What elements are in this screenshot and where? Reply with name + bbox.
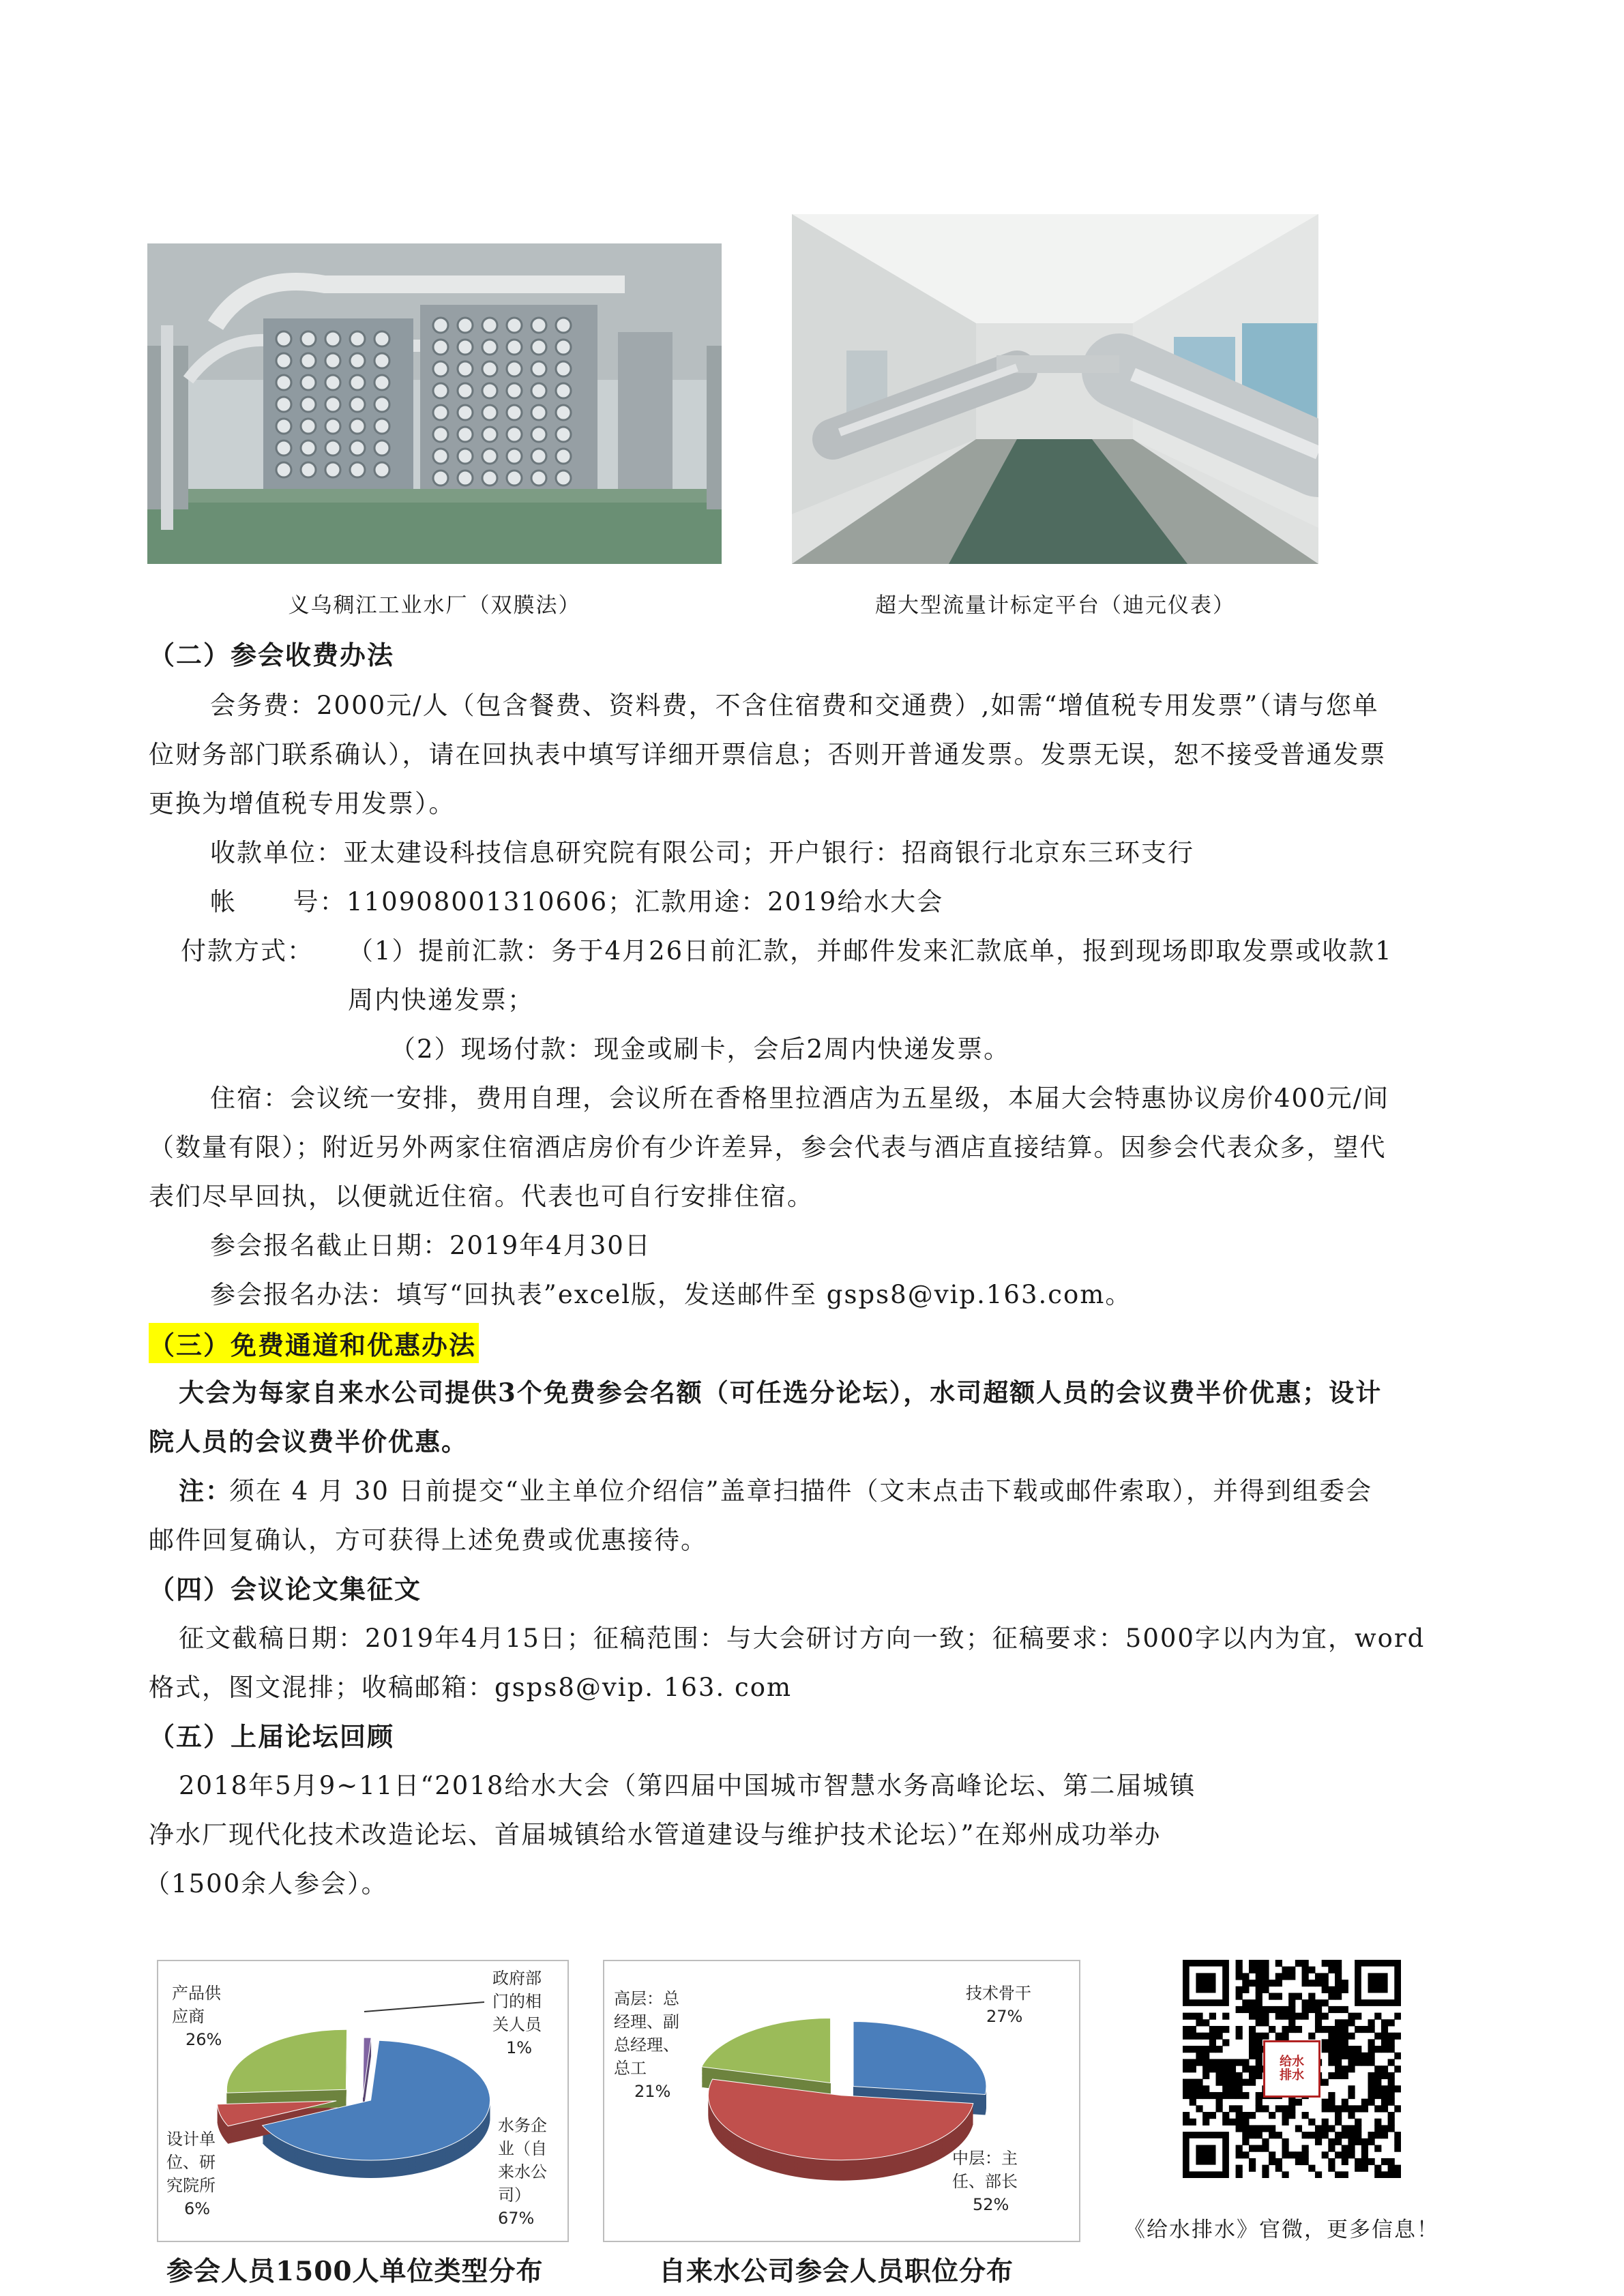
- chart-2-title: 自来水公司参会人员职位分布: [659, 2256, 1014, 2287]
- note-line-2: 邮件回复确认，方可获得上述免费或优惠接待。: [149, 1525, 707, 1555]
- review-line-1: 2018年5月9~11日“2018给水大会（第四届中国城市智慧水务高峰论坛、第二届城镇: [179, 1771, 1196, 1800]
- module-end: [482, 471, 497, 486]
- section-heading-review: （五）上届论坛回顾: [149, 1721, 395, 1752]
- module-end: [556, 318, 571, 333]
- module-end: [507, 361, 522, 376]
- module-end: [531, 471, 546, 486]
- label-supplier: 产品供 应商 26%: [172, 1984, 222, 2049]
- module-end: [482, 318, 497, 333]
- module-end: [276, 419, 291, 434]
- label-middle: 中层：主 任、部长 52%: [952, 2149, 1018, 2214]
- payment-option-1: （1）提前汇款：务于4月26日前汇款，并邮件发来汇款底单，报到现场即取发票或收款1: [348, 936, 1393, 966]
- module-end: [531, 383, 546, 398]
- label-senior: 高层：总 经理、副 总经理、 总工 21%: [614, 1989, 679, 2101]
- module-end: [301, 441, 316, 456]
- module-end: [276, 441, 291, 456]
- note-label: 注：: [179, 1476, 232, 1506]
- fee-line-1: 会务费：2000元/人（包含餐费、资料费，不含住宿费和交通费）,如需“增值税专用发票”（请与您单: [210, 691, 1379, 720]
- module-end: [325, 441, 340, 456]
- module-end: [301, 419, 316, 434]
- module-end: [482, 405, 497, 420]
- payee-line: 收款单位：亚太建设科技信息研究院有限公司；开户银行：招商银行北京东三环支行: [210, 838, 1194, 867]
- module-end: [482, 361, 497, 376]
- module-end: [350, 375, 365, 390]
- module-end: [350, 331, 365, 346]
- label-tech: 技术骨干 27%: [966, 1984, 1031, 2026]
- label-gov: 政府部 门的相 关人员 1%: [492, 1969, 542, 2057]
- module-end: [374, 419, 389, 434]
- module-end: [531, 427, 546, 442]
- module-end: [350, 353, 365, 368]
- module-end: [433, 405, 448, 420]
- photo-water-plant: [147, 243, 722, 564]
- module-end: [556, 383, 571, 398]
- qr-caption: 《给水排水》官微，更多信息！: [1124, 2218, 1439, 2242]
- module-end: [276, 397, 291, 412]
- hotel-line-2: （数量有限）；附近另外两家住宿酒店房价有少许差异，参会代表与酒店直接结算。因参会代表众多，望代: [149, 1133, 1387, 1162]
- module-end: [325, 353, 340, 368]
- module-end: [556, 340, 571, 355]
- module-end: [374, 441, 389, 456]
- hotel-line-3: 表们尽早回执，以便就近住宿。代表也可自行安排住宿。: [149, 1182, 814, 1211]
- module-end: [433, 318, 448, 333]
- payment-label: 付款方式：: [181, 936, 314, 966]
- module-end: [433, 361, 448, 376]
- module-end: [325, 419, 340, 434]
- discount-line-1: 大会为每家自来水公司提供3个免费参会名额（可任选分论坛），水司超额人员的会议费半价优惠；设计: [179, 1377, 1383, 1407]
- hotel-line-1: 住宿：会议统一安排，费用自理，会议所在香格里拉酒店为五星级，本届大会特惠协议房价400元/间: [210, 1084, 1390, 1113]
- module-end: [458, 449, 473, 464]
- module-end: [374, 462, 389, 477]
- payment-option-2: （2）现场付款：现金或刷卡，会后2周内快递发票。: [390, 1034, 1011, 1064]
- module-end: [433, 383, 448, 398]
- papers-line-1: 征文截稿日期：2019年4月15日；征稿范围：与大会研讨方向一致；征稿要求：5000字以内为宜，word: [179, 1624, 1426, 1653]
- account-label: 帐 号：: [210, 887, 346, 916]
- slice-government: [363, 2038, 371, 2098]
- module-end: [350, 419, 365, 434]
- module-end: [556, 427, 571, 442]
- papers-line-2: 格式，图文混排；收稿邮箱：gsps8@vip. 163. com: [149, 1673, 793, 1702]
- membrane-modules: [147, 243, 722, 564]
- module-end: [374, 353, 389, 368]
- account-value: 110908001310606；汇款用途：2019给水大会: [346, 887, 944, 916]
- module-end: [507, 405, 522, 420]
- qr-logo: [1263, 2040, 1320, 2098]
- module-end: [433, 449, 448, 464]
- module-end: [482, 449, 497, 464]
- module-end: [350, 462, 365, 477]
- slice-supplier: [226, 2029, 346, 2093]
- photo-caption-2: 超大型流量计标定平台（迪元仪表）: [875, 593, 1235, 618]
- module-end: [374, 331, 389, 346]
- module-end: [301, 397, 316, 412]
- module-end: [325, 397, 340, 412]
- module-end: [507, 340, 522, 355]
- photo-flowmeter-platform: [792, 214, 1318, 564]
- module-end: [433, 427, 448, 442]
- module-end: [507, 318, 522, 333]
- label-design: 设计单 位、研 究院所 6%: [166, 2130, 216, 2218]
- leader-line-gov: [364, 2002, 484, 2012]
- module-end: [276, 331, 291, 346]
- module-end: [531, 318, 546, 333]
- module-end: [350, 441, 365, 456]
- module-end: [301, 331, 316, 346]
- module-end: [276, 462, 291, 477]
- module-end: [458, 383, 473, 398]
- module-end: [556, 361, 571, 376]
- fee-line-2: 位财务部门联系确认），请在回执表中填写详细开票信息；否则开普通发票。发票无误，恕不接受普通发票: [149, 740, 1387, 769]
- photo-caption-1: 义乌稠江工业水厂（双膜法）: [288, 593, 581, 618]
- module-end: [507, 449, 522, 464]
- qr-logo-text: 给水排水: [1280, 2055, 1304, 2083]
- module-end: [531, 361, 546, 376]
- section-heading-discount: （三）免费通道和优惠办法: [149, 1323, 479, 1363]
- module-end: [482, 427, 497, 442]
- module-end: [458, 318, 473, 333]
- module-end: [507, 471, 522, 486]
- module-end: [301, 462, 316, 477]
- review-line-3: （1500余人参会）。: [145, 1869, 388, 1898]
- discount-line-2: 院人员的会议费半价优惠。: [149, 1427, 468, 1457]
- registration-deadline: 参会报名截止日期：2019年4月30日: [210, 1231, 651, 1260]
- registration-method: 参会报名办法：填写“回执表”excel版，发送邮件至 gsps8@vip.163.com。: [210, 1280, 1132, 1309]
- module-end: [458, 361, 473, 376]
- module-end: [531, 449, 546, 464]
- review-line-2: 净水厂现代化技术改造论坛、首届城镇给水管道建设与维护技术论坛）”在郑州成功举办: [149, 1820, 1162, 1849]
- module-end: [458, 405, 473, 420]
- module-end: [276, 375, 291, 390]
- module-end: [350, 397, 365, 412]
- module-end: [531, 340, 546, 355]
- module-end: [374, 397, 389, 412]
- module-end: [301, 353, 316, 368]
- section-heading-papers: （四）会议论文集征文: [149, 1574, 422, 1605]
- module-end: [458, 471, 473, 486]
- module-end: [458, 427, 473, 442]
- module-end: [507, 427, 522, 442]
- payment-option-1-cont: 周内快递发票；: [348, 985, 534, 1015]
- module-end: [531, 405, 546, 420]
- fee-line-3: 更换为增值税专用发票）。: [149, 789, 456, 818]
- section-heading-fees: （二）参会收费办法: [149, 640, 395, 670]
- module-end: [556, 449, 571, 464]
- chart-unit-type: [157, 1960, 569, 2242]
- module-end: [433, 340, 448, 355]
- slice-tech-backbone: [853, 2022, 986, 2095]
- module-end: [325, 331, 340, 346]
- module-end: [301, 375, 316, 390]
- label-water: 水务企 业（自 来水公 司） 67%: [498, 2116, 547, 2228]
- module-end: [433, 471, 448, 486]
- chart-position: [603, 1960, 1080, 2242]
- module-end: [276, 353, 291, 368]
- module-end: [556, 405, 571, 420]
- module-end: [325, 462, 340, 477]
- module-end: [482, 340, 497, 355]
- qr-code[interactable]: [1183, 1960, 1401, 2178]
- module-end: [325, 375, 340, 390]
- chart-1-title: 参会人员1500人单位类型分布: [166, 2256, 544, 2287]
- module-end: [507, 383, 522, 398]
- module-end: [374, 375, 389, 390]
- module-end: [482, 383, 497, 398]
- note-line-1: 须在 4 月 30 日前提交“业主单位介绍信”盖章扫描件（文末点击下载或邮件索取），并得到组委会: [229, 1476, 1372, 1506]
- module-end: [458, 340, 473, 355]
- module-end: [556, 471, 571, 486]
